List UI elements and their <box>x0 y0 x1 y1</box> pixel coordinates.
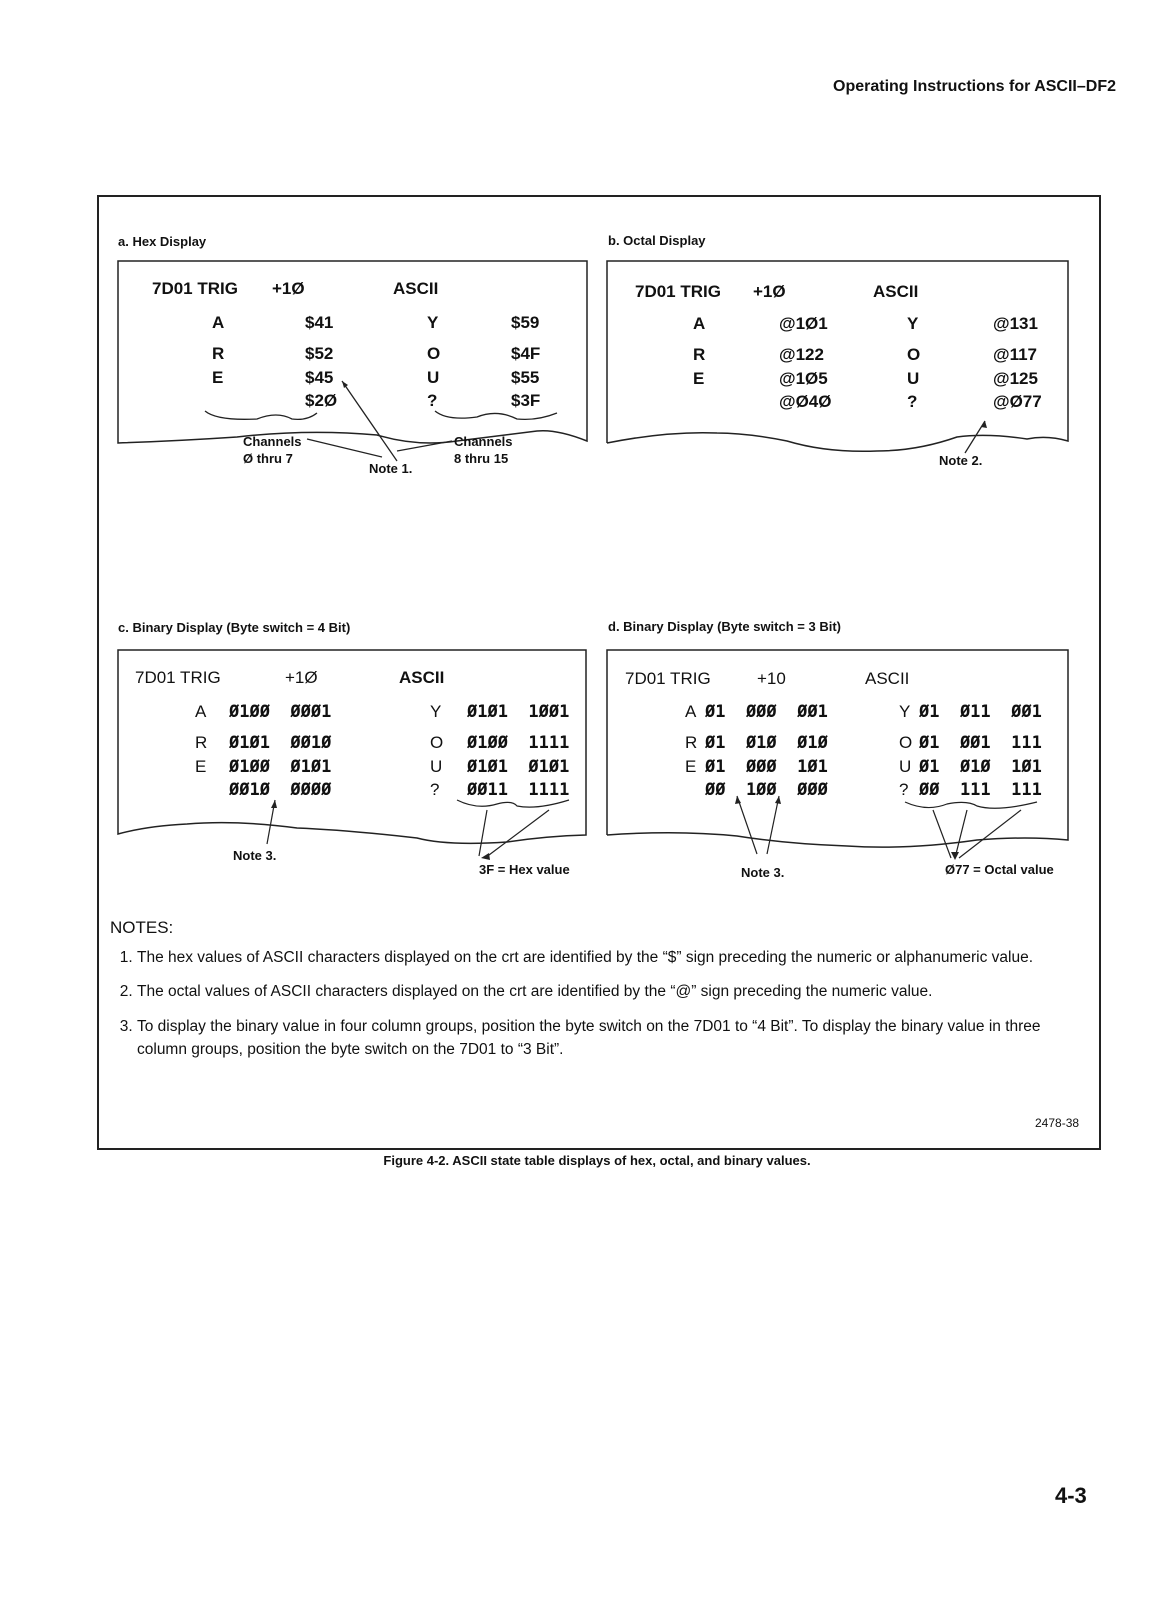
row-char-left: A <box>195 702 207 721</box>
octal-value-callout: Ø77 = Octal value <box>945 862 1054 877</box>
row-value-right: $55 <box>511 368 540 387</box>
row-value-right: Ø1 ØØ1 111 <box>919 733 1042 753</box>
row-char-left: A <box>212 313 225 332</box>
row-value-left: ØØ1Ø ØØØØ <box>229 780 332 800</box>
row-value-left: Ø1Ø1 ØØ1Ø <box>229 733 332 753</box>
panel-a-label: a. Hex Display <box>118 234 207 249</box>
row-value-right: Ø1 Ø11 ØØ1 <box>919 702 1042 722</box>
note-3-callout: Note 3. <box>233 848 277 863</box>
row-value-left: Ø1ØØ Ø1Ø1 <box>229 757 332 777</box>
model-label: 7D01 TRIG <box>625 669 711 688</box>
hex-value-callout: 3F = Hex value <box>479 862 570 877</box>
row-value-right: ØØ 111 111 <box>919 780 1042 800</box>
trigger-value: +1Ø <box>753 282 786 301</box>
figure-caption: Figure 4-2. ASCII state table displays of hex, octal, and binary values. <box>383 1153 811 1168</box>
mode-label: ASCII <box>873 282 919 301</box>
row-value-left: Ø1 Ø1Ø Ø1Ø <box>705 733 828 753</box>
channels-right-range: 8 thru 15 <box>454 451 509 466</box>
row-value-left: Ø1 ØØØ ØØ1 <box>705 702 828 722</box>
row-char-right: O <box>427 344 441 363</box>
panel-c-label: c. Binary Display (Byte switch = 4 Bit) <box>118 620 351 635</box>
channels-left-range: Ø thru 7 <box>243 451 293 466</box>
panel-c-binary4-display <box>117 650 587 890</box>
row-char-left: A <box>685 702 697 721</box>
row-char-right: O <box>430 733 444 752</box>
row-char-left: R <box>195 733 208 752</box>
row-value-right: Ø1Ø1 Ø1Ø1 <box>467 757 570 777</box>
notes-list <box>110 946 1070 1061</box>
row-char-right: Y <box>907 314 919 333</box>
note-item: 1. The hex values of ASCII characters displayed on the crt are identified by the “$” sign preceding the numeric or alphanumeric value. <box>137 946 1070 969</box>
notes-section <box>110 918 1070 1072</box>
row-value-left: Ø1 ØØØ 1Ø1 <box>705 757 828 777</box>
row-value-left: $52 <box>305 344 334 363</box>
row-char-left: A <box>693 314 706 333</box>
row-value-right: Ø1 Ø1Ø 1Ø1 <box>919 757 1042 777</box>
row-value-right: @125 <box>993 369 1038 388</box>
row-value-left: $41 <box>305 313 334 332</box>
trigger-value: +1Ø <box>285 668 318 687</box>
model-label: 7D01 TRIG <box>135 668 221 687</box>
row-char-right: U <box>899 757 912 776</box>
row-char-left: E <box>212 368 224 387</box>
row-char-right: ? <box>907 392 918 411</box>
row-value-right: Ø1ØØ 1111 <box>467 733 570 753</box>
row-char-left: E <box>685 757 697 776</box>
note-item: 2. The octal values of ASCII characters displayed on the crt are identified by the “@” sign preceding the numeric value. <box>137 980 1070 1003</box>
row-value-right: $3F <box>511 391 541 410</box>
row-char-right: U <box>427 368 440 387</box>
row-value-right: Ø1Ø1 1ØØ1 <box>467 702 570 722</box>
row-char-right: U <box>430 757 443 776</box>
panel-b-octal-display <box>607 261 1069 491</box>
row-char-left: E <box>693 369 705 388</box>
row-char-right: U <box>907 369 920 388</box>
row-char-right: ? <box>430 780 440 799</box>
row-value-left: @1Ø1 <box>779 314 828 333</box>
page-number: 4-3 <box>1055 1483 1087 1508</box>
row-char-right: ? <box>427 391 438 410</box>
row-value-left: @Ø4Ø <box>779 392 832 411</box>
panel-a-hex-display <box>117 261 587 491</box>
model-label: 7D01 TRIG <box>152 279 238 298</box>
row-value-left: Ø1ØØ ØØØ1 <box>229 702 332 722</box>
row-value-left: @1Ø5 <box>779 369 828 388</box>
note-item: 3. To display the binary value in four column groups, position the byte switch on the 7D01 to “4 Bit”. To display the binary value in three column groups, position the byte switch on the 7D01 to “3 Bit”. <box>137 1015 1070 1062</box>
row-value-right: $4F <box>511 344 541 363</box>
channels-right-label: Channels <box>454 434 513 449</box>
channels-left-label: Channels <box>243 434 302 449</box>
running-header: Operating Instructions for ASCII–DF2 <box>833 78 1116 95</box>
row-value-left: @122 <box>779 345 824 364</box>
row-char-right: Y <box>427 313 439 332</box>
row-value-right: @Ø77 <box>993 392 1042 411</box>
model-label: 7D01 TRIG <box>635 282 721 301</box>
panel-d-binary3-display <box>607 650 1069 890</box>
note-1-callout: Note 1. <box>369 461 413 476</box>
row-value-left: $2Ø <box>305 391 338 410</box>
row-char-right: Y <box>430 702 442 721</box>
row-value-right: @117 <box>993 345 1038 364</box>
figure-code: 2478-38 <box>1035 1116 1080 1130</box>
panel-d-label: d. Binary Display (Byte switch = 3 Bit) <box>608 619 841 634</box>
row-value-left: $45 <box>305 368 334 387</box>
row-char-right: O <box>899 733 913 752</box>
row-value-right: @131 <box>993 314 1038 333</box>
trigger-value: +1Ø <box>272 279 305 298</box>
mode-label: ASCII <box>393 279 439 298</box>
row-value-right: $59 <box>511 313 540 332</box>
panel-b-label: b. Octal Display <box>608 233 706 248</box>
row-value-left: ØØ 1ØØ ØØØ <box>705 780 828 800</box>
row-char-left: R <box>212 344 225 363</box>
note-2-callout: Note 2. <box>939 453 983 468</box>
row-char-right: ? <box>899 780 909 799</box>
row-char-left: E <box>195 757 207 776</box>
note-3-callout: Note 3. <box>741 865 785 880</box>
row-char-right: O <box>907 345 921 364</box>
row-char-right: Y <box>899 702 911 721</box>
row-value-right: ØØ11 1111 <box>467 780 570 800</box>
mode-label: ASCII <box>399 668 445 687</box>
mode-label: ASCII <box>865 669 910 688</box>
row-char-left: R <box>685 733 698 752</box>
notes-title: NOTES: <box>110 918 174 937</box>
row-char-left: R <box>693 345 706 364</box>
trigger-value: +10 <box>757 669 786 688</box>
